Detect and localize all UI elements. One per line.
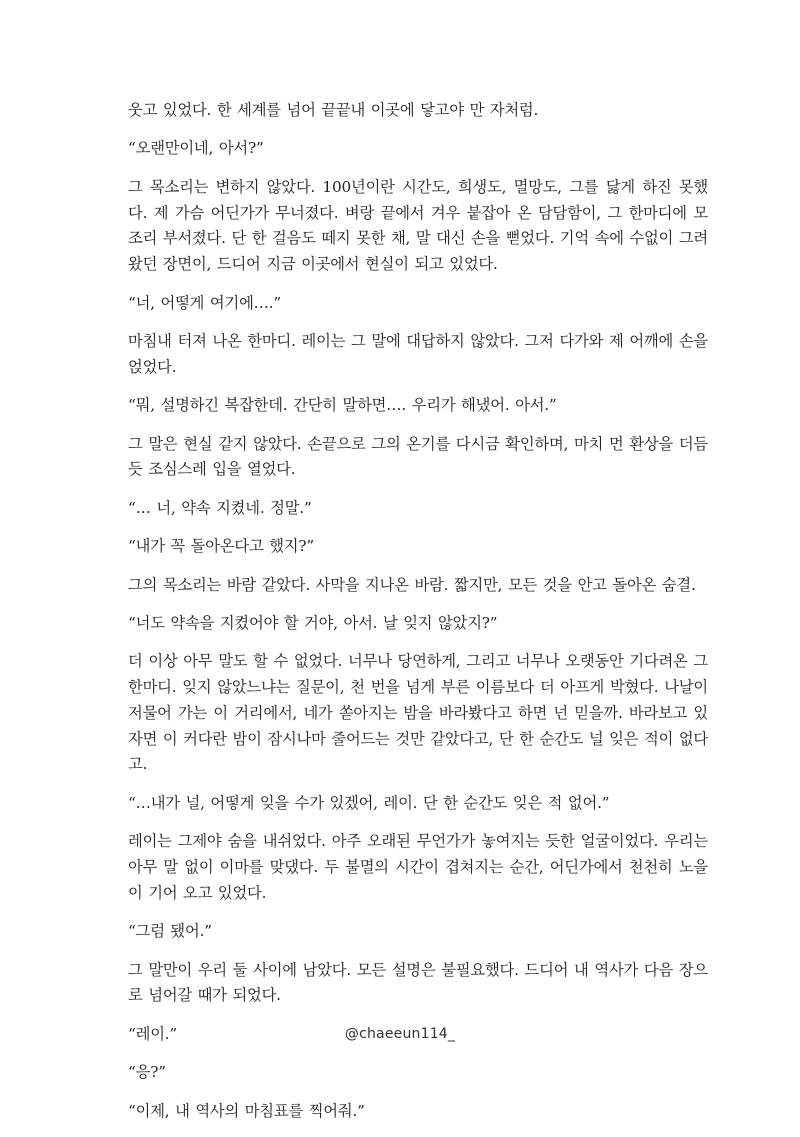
dialogue-line: “그럼 됐어.” <box>128 922 212 941</box>
dialogue-line: “…내가 널, 어떻게 잊을 수가 있겠어, 레이. 단 한 순간도 잊은 적 없어.” <box>128 793 610 812</box>
paragraph: 그 말만이 우리 둘 사이에 남았다. 모든 설명은 불필요했다. 드디어 내 역사가 다음 장으로 넘어갈 때가 되었다. <box>128 960 708 1005</box>
story-text <box>128 98 708 1137</box>
dialogue-line: “내가 꼭 돌아온다고 했지?” <box>128 537 314 556</box>
dialogue-line: “… 너, 약속 지켰네. 정말.” <box>128 498 312 517</box>
dialogue-line: “오랜만이네, 아서?” <box>128 139 264 158</box>
paragraph: 그의 목소리는 바람 같았다. 사막을 지나온 바람. 짧지만, 모든 것을 안고 돌아온 숨결. <box>128 575 696 594</box>
dialogue-line: “레이.” <box>128 1024 178 1043</box>
paragraph: 그 목소리는 변하지 않았다. 100년이란 시간도, 희생도, 멸망도, 그를 닳게 하진 못했다. 제 가슴 어딘가가 무너졌다. 벼랑 끝에서 겨우 붙잡아 온 담담함이, 그 한마디에 모조리 부서졌다. 단 한 걸음도 떼지 못한 채, 말 대신 손을 뻗었다. 기억 속에 수없이 그려왔던 장면이, 드디어 지금 이곳에서 현실이 되고 있었다. <box>128 177 708 274</box>
dialogue-line: “너, 어떻게 여기에….” <box>128 293 282 312</box>
paragraph: 웃고 있었다. 한 세계를 넘어 끝끝내 이곳에 닿고야 만 자처럼. <box>128 101 539 119</box>
dialogue-line: “응?” <box>128 1063 166 1082</box>
dialogue-line: “너도 약속을 지켰어야 할 거야, 아서. 날 잊지 않았지?” <box>128 613 498 632</box>
paragraph: 마침내 터져 나온 한마디. 레이는 그 말에 대답하지 않았다. 그저 다가와 제 어깨에 손을 얹었다. <box>128 331 708 376</box>
paragraph: 레이는 그제야 숨을 내쉬었다. 아주 오래된 무언가가 놓여지는 듯한 얼굴이었다. 우리는 아무 말 없이 이마를 맞댔다. 두 불멸의 시간이 겹쳐지는 순간, 어딘가에서 천천히 노을이 기어 오고 있었다. <box>128 832 708 902</box>
paragraph: 그 말은 현실 같지 않았다. 손끝으로 그의 온기를 다시금 확인하며, 마치 먼 환상을 더듬듯 조심스레 입을 열었다. <box>128 434 708 479</box>
dialogue-line: “이제, 내 역사의 마침표를 찍어줘.” <box>128 1101 365 1120</box>
author-watermark: @chaeeun114_ <box>344 1026 456 1042</box>
paragraph: 더 이상 아무 말도 할 수 없었다. 너무나 당연하게, 그리고 너무나 오랫동안 기다려온 그 한마디. 잊지 않았느냐는 질문이, 천 번을 넘게 부른 이름보다 더 아프게 박혔다. 나날이 저물어 가는 이 거리에서, 네가 쏟아지는 밤을 바라봤다고 하면 넌 믿을까. 바라보고 있자면 이 커다란 밤이 잠시나마 줄어드는 것만 같았다고, 단 한 순간도 널 잊은 적이 없다고. <box>128 652 708 774</box>
dialogue-line: “뭐, 설명하긴 복잡한데. 간단히 말하면…. 우리가 해냈어. 아서.” <box>128 396 557 415</box>
